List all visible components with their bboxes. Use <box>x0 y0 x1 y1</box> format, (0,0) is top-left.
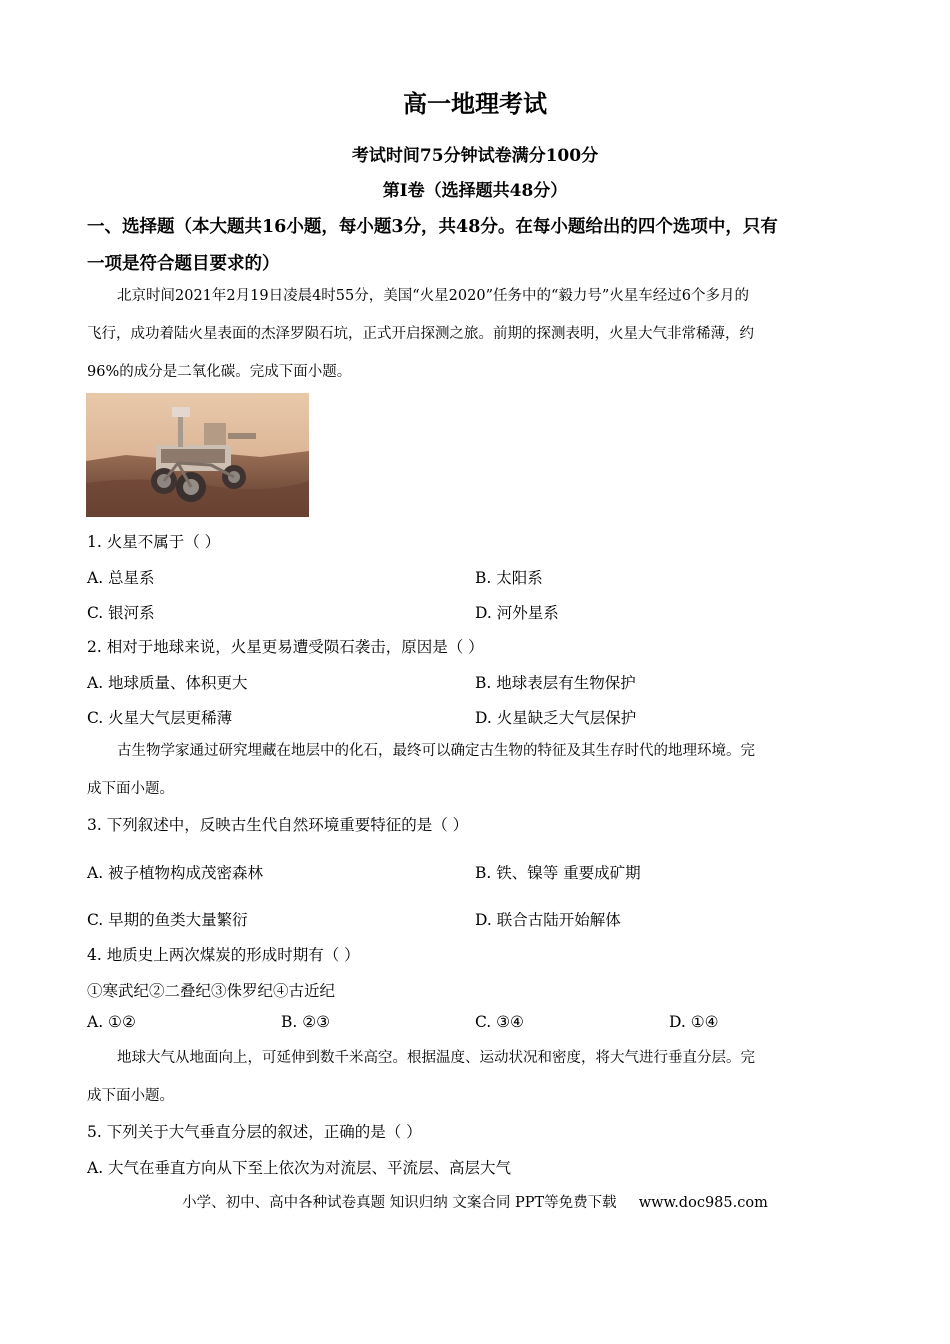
question-1: 1. 火星不属于（ ） <box>87 533 221 551</box>
q1-option-a: A. 总星系 <box>87 569 155 587</box>
question-3: 3. 下列叙述中，反映古生代自然环境重要特征的是（ ） <box>87 816 469 834</box>
q2-option-b: B. 地球表层有生物保护 <box>475 674 636 692</box>
question-2: 2. 相对于地球来说，火星更易遭受陨石袭击，原因是（ ） <box>87 638 484 656</box>
q2-option-d: D. 火星缺乏大气层保护 <box>475 709 637 727</box>
passage-1 <box>87 277 862 391</box>
part-title: 第Ⅰ卷（选择题共48分） <box>382 181 568 201</box>
q5-option-a: A. 大气在垂直方向从下至上依次为对流层、平流层、高层大气 <box>87 1159 512 1177</box>
q1-option-b: B. 太阳系 <box>475 569 543 587</box>
section-heading-line1: 一、选择题（本大题共16小题，每小题3分，共48分。在每小题给出的四个选项中，只有 <box>87 217 778 237</box>
passage-2-line1: 古生物学家通过研究埋藏在地层中的化石，最终可以确定古生物的特征及其生存时代的地理环境。完 <box>117 743 755 759</box>
question-4: 4. 地质史上两次煤炭的形成时期有（ ） <box>87 946 360 964</box>
q1-option-c: C. 银河系 <box>87 604 155 622</box>
section-heading-line2: 一项是符合题目要求的） <box>87 254 280 274</box>
question-5: 5. 下列关于大气垂直分层的叙述，正确的是（ ） <box>87 1123 422 1141</box>
q4-option-a: A. ①② <box>87 1013 136 1031</box>
passage-2-line2: 成下面小题。 <box>87 781 174 797</box>
passage-2 <box>87 732 862 808</box>
passage-3-line1: 地球大气从地面向上，可延伸到数千米高空。根据温度、运动状况和密度，将大气进行垂直分层。完 <box>117 1050 755 1066</box>
q3-option-b: B. 铁、镍等 重要成矿期 <box>475 864 641 882</box>
page-footer <box>0 1191 950 1212</box>
mars-rover-photo <box>86 393 309 517</box>
footer-website-link[interactable]: www.doc985.com <box>638 1195 768 1211</box>
q3-option-a: A. 被子植物构成茂密森林 <box>87 864 264 882</box>
q2-option-a: A. 地球质量、体积更大 <box>87 674 248 692</box>
q2-option-c: C. 火星大气层更稀薄 <box>87 709 233 727</box>
passage-3 <box>87 1039 862 1115</box>
passage-3-line2: 成下面小题。 <box>87 1088 174 1104</box>
q3-option-d: D. 联合古陆开始解体 <box>475 911 621 929</box>
footer-text: 小学、初中、高中各种试卷真题 知识归纳 文案合同 PPT等免费下载 <box>182 1195 617 1211</box>
exam-info: 考试时间75分钟试卷满分100分 <box>351 146 599 166</box>
passage-1-line1: 北京时间2021年2月19日凌晨4时55分，美国“火星2020”任务中的“毅力号”火星车经过6个多月的 <box>117 288 750 304</box>
passage-1-line3: 96%的成分是二氧化碳。完成下面小题。 <box>87 364 352 380</box>
q4-option-c: C. ③④ <box>475 1013 524 1031</box>
q1-option-d: D. 河外星系 <box>475 604 559 622</box>
q4-items: ①寒武纪②二叠纪③侏罗纪④古近纪 <box>87 982 336 1000</box>
q3-option-c: C. 早期的鱼类大量繁衍 <box>87 911 248 929</box>
q4-option-b: B. ②③ <box>281 1013 331 1031</box>
passage-1-line2: 飞行，成功着陆火星表面的杰泽罗陨石坑，正式开启探测之旅。前期的探测表明，火星大气非常稀薄，约 <box>87 326 754 342</box>
q4-option-d: D. ①④ <box>669 1013 719 1031</box>
page-title: 高一地理考试 <box>403 89 547 118</box>
